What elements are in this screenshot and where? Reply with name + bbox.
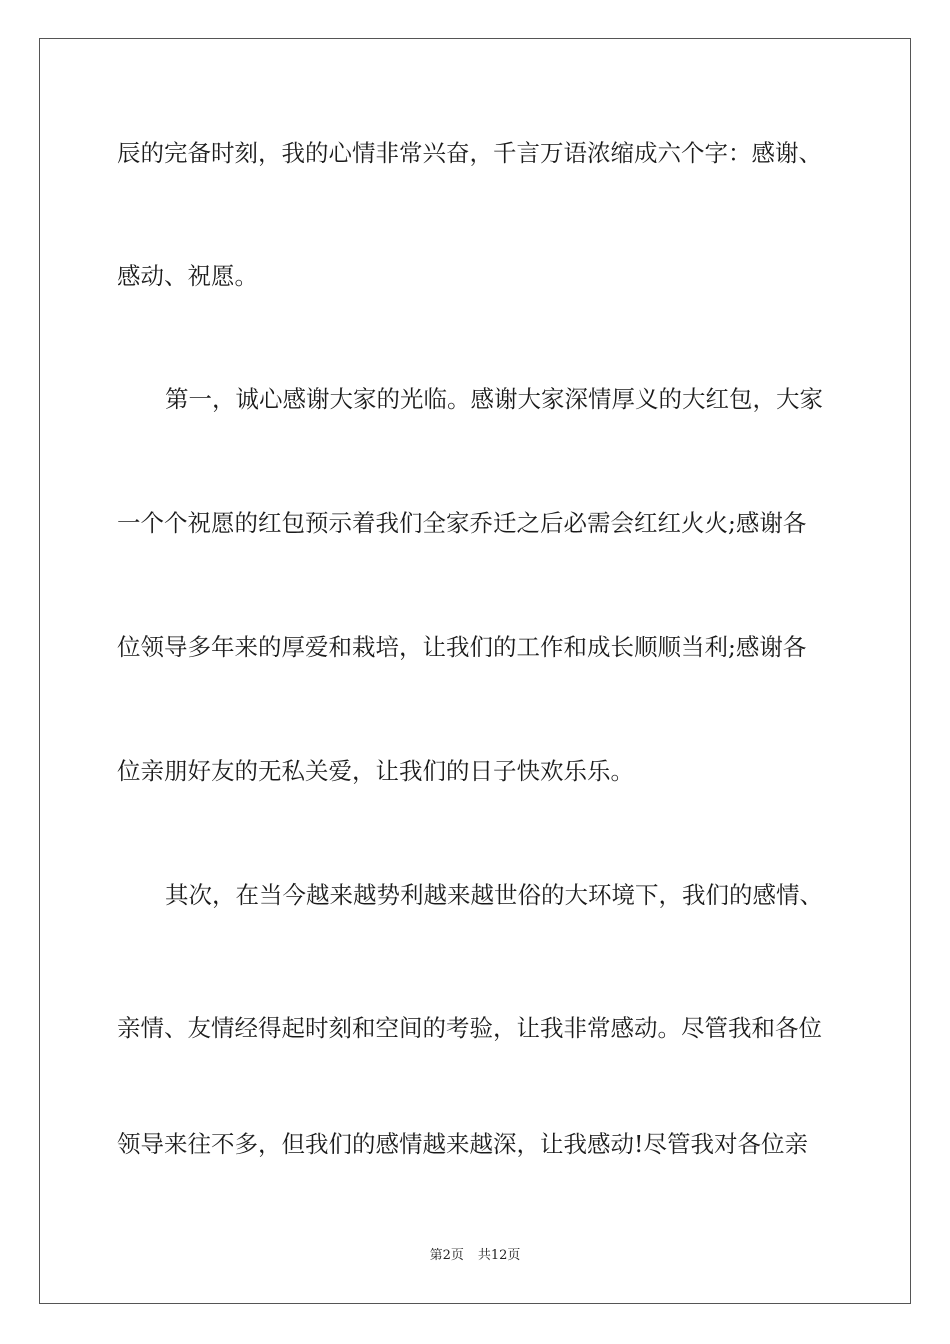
- body-line-5: 位领导多年来的厚爱和栽培，让我们的工作和成长顺顺当利;感谢各: [117, 633, 807, 661]
- body-line-7: 其次，在当今越来越势利越来越世俗的大环境下，我们的感情、: [165, 881, 823, 909]
- page-border: [39, 38, 911, 1304]
- page-number: 第2页: [429, 1248, 464, 1263]
- body-line-3: 第一，诚心感谢大家的光临。感谢大家深情厚义的大红包，大家: [165, 385, 823, 413]
- body-line-4: 一个个祝愿的红包预示着我们全家乔迁之后必需会红红火火;感谢各: [117, 509, 807, 537]
- body-line-1: 辰的完备时刻，我的心情非常兴奋，千言万语浓缩成六个字：感谢、: [117, 139, 822, 167]
- body-line-6: 位亲朋好友的无私关爱，让我们的日子快欢乐乐。: [117, 757, 634, 785]
- body-line-2: 感动、祝愿。: [117, 262, 258, 290]
- page-total: 共12页: [477, 1248, 521, 1263]
- body-line-8: 亲情、友情经得起时刻和空间的考验，让我非常感动。尽管我和各位: [117, 1014, 822, 1042]
- page-footer: [0, 1247, 950, 1265]
- body-line-9: 领导来往不多，但我们的感情越来越深，让我感动!尽管我对各位亲: [117, 1130, 808, 1158]
